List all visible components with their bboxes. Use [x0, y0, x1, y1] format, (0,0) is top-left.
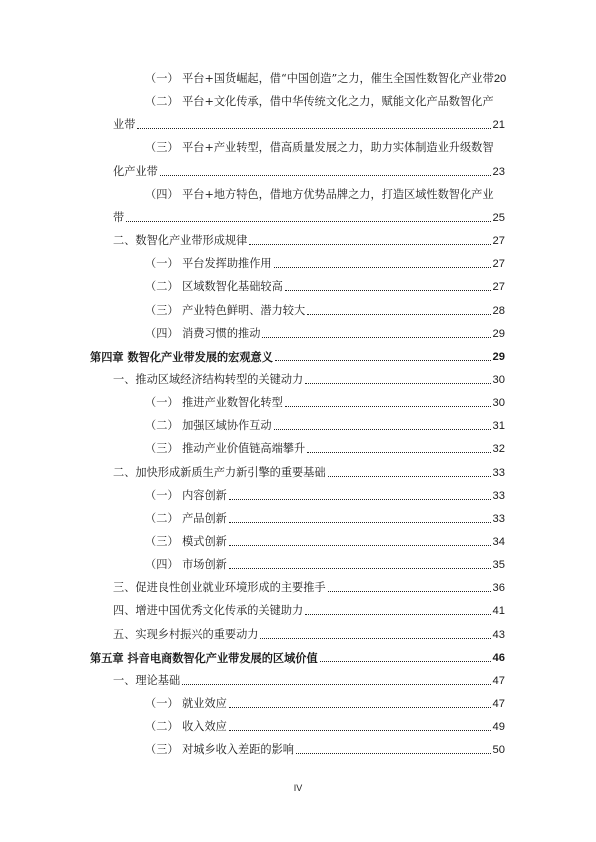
toc-entry[interactable]: [90, 350, 505, 364]
toc-dot-leader: [262, 336, 490, 338]
toc-entry[interactable]: [145, 489, 505, 503]
toc-entry[interactable]: [145, 257, 505, 271]
toc-entry-page: 29: [492, 327, 505, 340]
toc-entry[interactable]: [145, 419, 505, 433]
toc-dot-leader: [307, 313, 490, 315]
toc-entry-page: 25: [492, 211, 505, 224]
toc-entry[interactable]: [145, 720, 505, 734]
toc-dot-leader: [307, 451, 490, 453]
toc-entry-page: 36: [492, 582, 505, 595]
toc-entry-title: 化产业带: [113, 164, 158, 178]
toc-entry[interactable]: [145, 327, 505, 341]
toc-entry[interactable]: [113, 628, 505, 642]
toc-entry[interactable]: [145, 280, 505, 294]
toc-entry[interactable]: [113, 674, 505, 688]
toc-entry-title: （三） 模式创新: [145, 535, 227, 548]
toc-entry-title: （一） 平台发挥助推作用: [145, 257, 272, 271]
toc-dot-leader: [229, 521, 491, 523]
toc-dot-leader: [285, 289, 491, 291]
toc-entry-title: （二） 平台+文化传承，借中华传统文化之力，赋能文化产品数智化产: [145, 95, 494, 109]
toc-dot-leader: [182, 683, 490, 685]
toc-entry-title: 三、促进良性创业就业环境形成的主要推手: [113, 581, 326, 595]
toc-entry[interactable]: [145, 188, 505, 202]
toc-entry-page: 28: [492, 304, 505, 317]
toc-entry-page: 23: [492, 165, 505, 178]
toc-dot-leader: [126, 220, 490, 222]
toc-entry-page: 27: [492, 281, 505, 294]
toc-entry[interactable]: [145, 743, 505, 757]
toc-entry-page: 32: [492, 443, 505, 456]
toc-dot-leader: [229, 706, 491, 708]
toc-entry-title: （一） 就业效应: [145, 697, 227, 711]
toc-entry[interactable]: [113, 118, 505, 132]
toc-entry[interactable]: [145, 442, 505, 456]
toc-entry-title: （四） 市场创新: [145, 558, 227, 572]
toc-entry-title: 业带: [113, 118, 136, 132]
toc-dot-leader: [328, 590, 491, 592]
toc-entry-page: 33: [492, 489, 505, 502]
toc-entry-title: （三） 平台+产业转型，借高质量发展之力，助力实体制造业升级数智: [145, 141, 494, 155]
toc-dot-leader: [305, 382, 490, 384]
toc-entry-page: 29: [492, 350, 505, 363]
page-number-footer: IV: [293, 783, 303, 793]
toc-entry-title: 带: [113, 210, 125, 224]
toc-dot-leader: [229, 729, 491, 731]
toc-dot-leader: [328, 475, 491, 477]
toc-entry-title: （四） 消费习惯的推动: [145, 326, 261, 340]
toc-entry-title: 第五章 抖音电商数智化产业带发展的区域价值: [90, 650, 318, 665]
toc-entry-title: 五、实现乡村振兴的重要动力: [113, 627, 259, 641]
toc-entry[interactable]: [145, 697, 505, 711]
toc-entry-title: 一、推动区域经济结构转型的关键动力: [113, 372, 304, 386]
toc-entry-title: （二） 区域数智化基础较高: [145, 280, 283, 294]
toc-entry-title: （四） 平台+地方特色，借地方优势品牌之力，打造区域性数智化产业: [145, 187, 494, 201]
toc-entry[interactable]: [145, 535, 505, 549]
toc-entry-title: 一、理论基础: [113, 673, 181, 687]
toc-entry-title: （一） 推进产业数智化转型: [145, 396, 283, 410]
toc-entry[interactable]: [113, 466, 505, 480]
toc-entry[interactable]: [113, 581, 505, 595]
toc-dot-leader: [137, 127, 490, 129]
toc-dot-leader: [249, 243, 490, 245]
toc-entry-page: 47: [492, 698, 505, 711]
toc-entry-page: 46: [492, 651, 505, 664]
toc-entry-page: 33: [492, 512, 505, 525]
toc-entry[interactable]: [145, 72, 505, 86]
toc-entry-title: （三） 产业特色鲜明、潜力较大: [145, 303, 306, 317]
toc-entry-title: 第四章 数智化产业带发展的宏观意义: [90, 349, 273, 364]
toc-entry-page: 49: [492, 721, 505, 734]
toc-dot-leader: [229, 567, 491, 569]
toc-entry-page: 20: [493, 73, 507, 85]
toc-entry-page: 27: [492, 235, 505, 248]
toc-entry-title: 四、增进中国优秀文化传承的关键助力: [113, 604, 304, 618]
toc-entry-title: （二） 收入效应: [145, 720, 227, 734]
toc-entry[interactable]: [90, 651, 505, 665]
toc-entry-title: 二、数智化产业带形成规律: [113, 234, 248, 248]
toc-dot-leader: [320, 660, 491, 662]
toc-entry-page: 50: [492, 744, 505, 757]
toc-dot-leader: [296, 752, 491, 754]
toc-entry-title: （一） 平台+国货崛起，借“中国创造”之力，催生全国性数智化产业带: [145, 72, 494, 85]
toc-entry[interactable]: [113, 373, 505, 387]
toc-entry-page: 41: [492, 605, 505, 618]
toc-entry[interactable]: [145, 396, 505, 410]
toc-dot-leader: [260, 637, 490, 639]
toc-entry-page: 33: [492, 466, 505, 479]
toc-dot-leader: [274, 266, 491, 268]
toc-entry-title: （二） 产品创新: [145, 511, 227, 525]
toc-entry[interactable]: [145, 95, 505, 109]
toc-entry[interactable]: [145, 512, 505, 526]
toc-entry-page: 31: [492, 420, 505, 433]
toc-dot-leader: [160, 174, 491, 176]
toc-entry[interactable]: [145, 304, 505, 318]
toc-entry-page: 30: [492, 397, 505, 410]
toc-dot-leader: [274, 428, 491, 430]
toc-entry-page: 34: [492, 536, 505, 548]
toc-dot-leader: [229, 544, 491, 546]
toc-entry-page: 21: [492, 119, 505, 132]
toc-entry-page: 35: [492, 559, 505, 572]
toc-entry[interactable]: [113, 165, 505, 179]
toc-entry[interactable]: [145, 141, 505, 155]
toc-entry-title: （三） 对城乡收入差距的影响: [145, 743, 294, 757]
toc-entry-title: 二、加快形成新质生产力新引擎的重要基础: [113, 465, 326, 479]
toc-dot-leader: [285, 405, 491, 407]
toc-entry[interactable]: [113, 604, 505, 618]
toc-entry-title: （三） 推动产业价值链高端攀升: [145, 442, 306, 456]
toc-entry[interactable]: [145, 558, 505, 572]
toc-entry-title: （二） 加强区域协作互动: [145, 419, 272, 433]
toc-dot-leader: [275, 359, 491, 361]
toc-entry-page: 30: [492, 373, 505, 386]
toc-dot-leader: [229, 498, 491, 500]
toc-entry[interactable]: [113, 234, 505, 248]
toc-entry-title: （一） 内容创新: [145, 488, 227, 502]
toc-entry-page: 43: [492, 628, 505, 641]
toc-entry[interactable]: [113, 211, 505, 225]
toc-dot-leader: [305, 613, 490, 615]
toc-entry-page: 27: [492, 258, 505, 271]
toc-entry-page: 47: [492, 674, 505, 687]
